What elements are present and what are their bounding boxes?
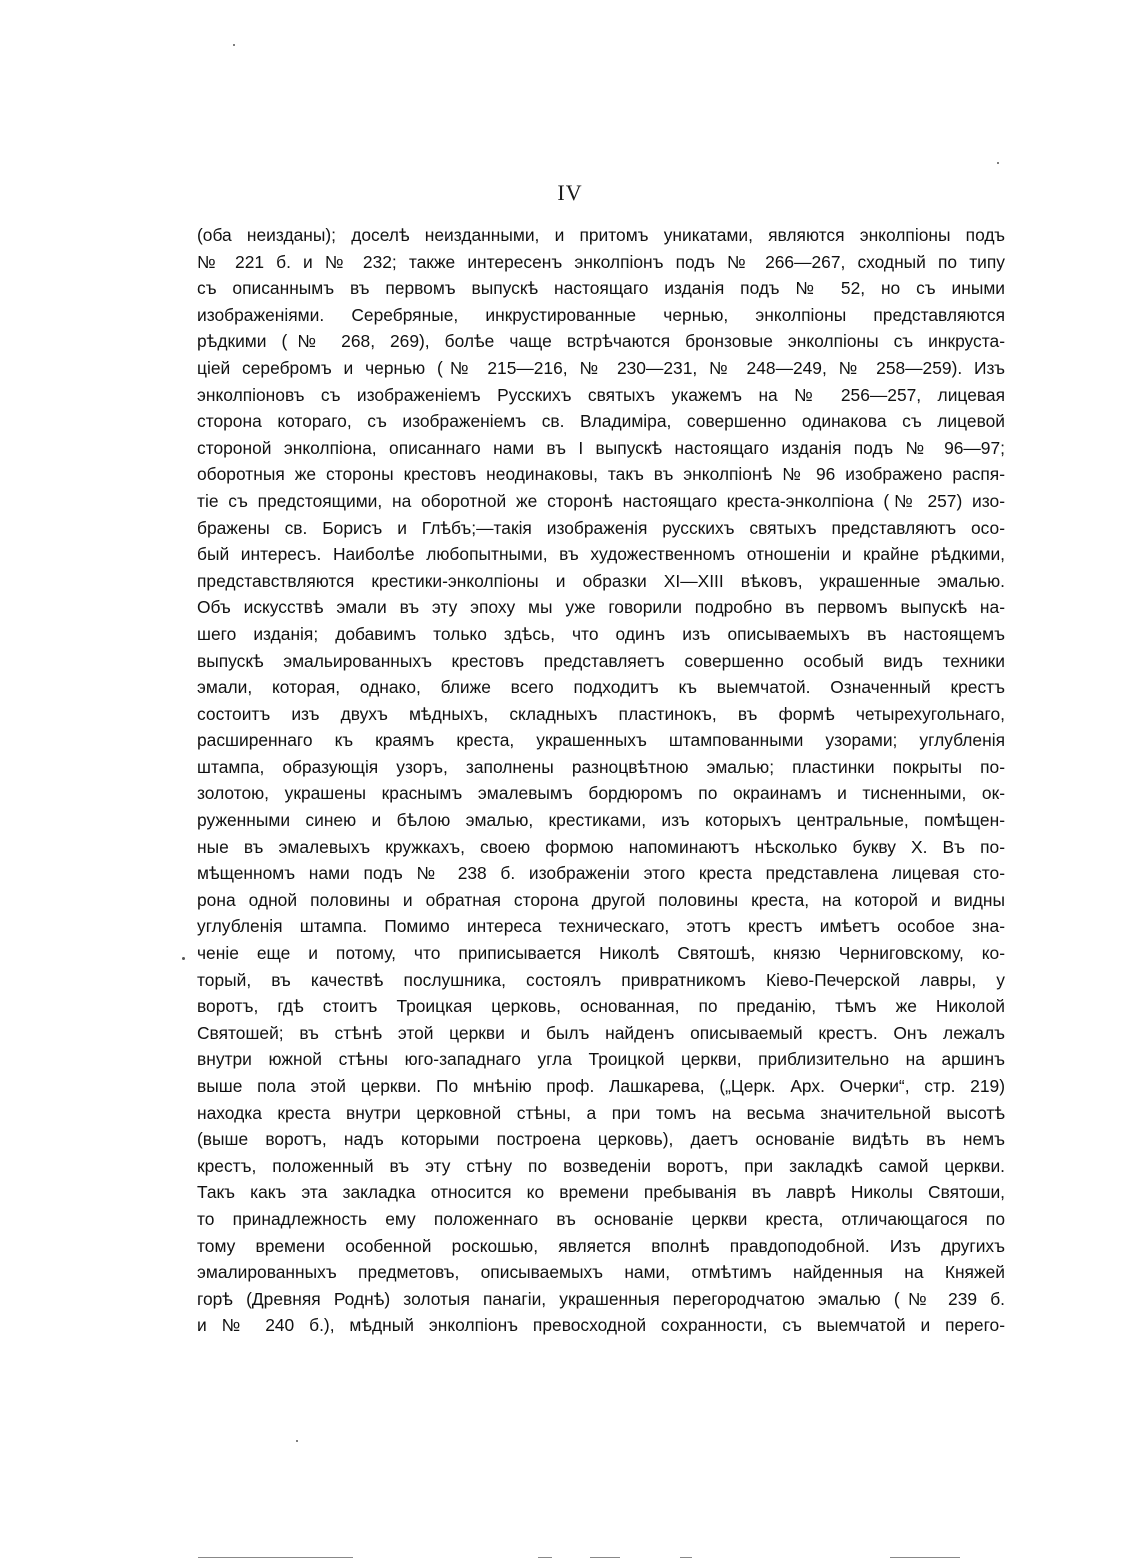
text-line: стороной энколпіона, описаннаго нами въ I выпускѣ настоящаго изданія подъ № 96—97; [197,437,1005,458]
text-line: мѣщенномъ нами подъ № 238 б. изображеніи этого креста представлена лицевая сто- [197,863,1005,884]
scan-speck [296,1440,298,1442]
text-line: руженными синею и бѣлою эмалью, крестиками, изъ которыхъ центральные, помѣщен- [197,810,1005,831]
text-line: штампа, образующія узоръ, заполнены разноцвѣтною эмалью; пластинки покрыты по- [197,756,1005,777]
text-line: (выше воротъ, надъ которыми построена церковь), даетъ основаніе видѣть въ немъ [197,1129,1005,1150]
page-number: IV [557,180,583,205]
text-line: выпускѣ эмальированныхъ крестовъ представляетъ совершенно особый видъ техники [197,650,1005,671]
text-line: внутри южной стѣны юго-западнаго угла Троицкой церкви, приблизительно на аршинъ [197,1049,1005,1070]
text-line: находка креста внутри церковной стѣны, а при томъ на весьма значительной высотѣ [197,1102,1005,1123]
text-line: углубленія штампа. Помимо интереса техническаго, этотъ крестъ имѣетъ особое зна- [197,916,1005,937]
scan-speck [233,44,235,46]
text-line: рона одной половины и обратная сторона другой половины креста, на которой и видны [197,889,1005,910]
text-line: оборотныя же стороны крестовъ неодинаковы, такъ въ энколпіонѣ № 96 изображено распя- [197,464,1005,485]
scan-edge-rule [680,1557,692,1558]
text-line: расширеннаго къ краямъ креста, украшенныхъ штампованными узорами; углубленія [197,730,1005,751]
scan-speck [182,957,185,960]
scan-edge-rule [198,1557,353,1558]
text-line: бый интересъ. Наиболѣе любопытными, въ художественномъ отношеніи и крайне рѣдкими, [197,544,1005,565]
scan-speck [997,162,999,164]
scan-edge-rule [890,1557,960,1558]
text-line: то принадлежность ему положеннаго въ основаніе церкви креста, отличающагося по [197,1208,1005,1229]
text-line: эмалированныхъ предметовъ, описываемыхъ нами, отмѣтимъ найденныя на Княжей [197,1262,1005,1283]
text-line: ные въ эмалевыхъ кружкахъ, своею формою напоминаютъ нѣсколько букву X. Въ по- [197,836,1005,857]
text-line: тому времени особенной роскошью, является вполнѣ правдоподобной. Изъ другихъ [197,1235,1005,1256]
scan-edge-rule [538,1557,552,1558]
text-line: (оба неизданы); доселѣ неизданными, и притомъ уникатами, являются энколпіоны подъ [197,225,1005,245]
text-line: крестъ, положенный въ эту стѣну по возведеніи воротъ, при закладкѣ самой церкви. [197,1155,1005,1176]
text-line: представствляются крестики-энколпіоны и образки XI—XIII вѣковъ, украшенные эмалью. [197,570,1005,591]
text-line: энколпіоновъ съ изображеніемъ Русскихъ святыхъ укажемъ на № 256—257, лицевая [197,384,1005,405]
text-line: бражены св. Борисъ и Глѣбъ;—такія изображенія русскихъ святыхъ представляютъ осо- [197,517,1005,538]
text-line: золотою, украшены краснымъ эмалевымъ бордюромъ по окраинамъ и тисненными, ок- [197,783,1005,804]
text-line: изображеніями. Серебряные, инкрустированные чернью, энколпіоны представляются [197,304,1005,325]
text-line: состоитъ изъ двухъ мѣдныхъ, складныхъ пластинокъ, въ формѣ четырехугольнаго, [197,703,1005,724]
text-line: воротъ, гдѣ стоитъ Троицкая церковь, основанная, по преданію, тѣмъ же Николой [197,996,1005,1017]
scan-edge-rule [590,1557,620,1558]
text-line: Объ искусствѣ эмали въ эту эпоху мы уже говорили подробно въ первомъ выпускѣ на- [197,597,1005,618]
text-line: съ описаннымъ въ первомъ выпускѣ настоящаго изданія подъ № 52, но съ иными [197,278,1005,299]
text-line: торый, въ качествѣ послушника, состоялъ привратникомъ Кіево-Печерской лавры, у [197,969,1005,990]
text-line: ченіе еще и потому, что приписывается Николѣ Святошѣ, князю Черниговскому, ко- [197,943,1005,964]
text-line: рѣдкими (№ 268, 269), болѣе чаще встрѣчаются бронзовые энколпіоны съ инкруста- [197,331,1005,352]
text-line: горѣ (Древняя Роднѣ) золотыя панагіи, украшенныя перегородчатою эмалью (№ 239 б. [197,1288,1005,1309]
text-line: шего изданія; добавимъ только здѣсь, что одинъ изъ описываемыхъ въ настоящемъ [197,623,1005,644]
text-line: тіе съ предстоящими, на оборотной же сторонѣ настоящаго креста-энколпіона (№ 257) изо- [197,490,1005,511]
text-line: ціей серебромъ и чернью (№ 215—216, № 230—231, № 248—249, № 258—259). Изъ [197,357,1005,378]
text-line: сторона котораго, съ изображеніемъ св. Владиміра, совершенно одинакова съ лицевой [197,411,1005,432]
text-line: № 221 б. и № 232; также интересенъ энколпіонъ подъ № 266—267, сходный по типу [197,251,1005,272]
text-line: эмали, которая, однако, ближе всего подходитъ къ выемчатой. Означенный крестъ [197,677,1005,698]
text-line: Такъ какъ эта закладка относится ко времени пребыванія въ лаврѣ Николы Святоши, [197,1182,1005,1203]
text-line: Святошей; въ стѣнѣ этой церкви и былъ найденъ описываемый крестъ. Онъ лежалъ [197,1022,1005,1043]
body-text [197,222,1005,1339]
text-line: и № 240 б.), мѣдный энколпіонъ превосходной сохранности, съ выемчатой и перего- [197,1315,1005,1336]
text-line: выше пола этой церкви. По мнѣнію проф. Лашкарева, („Церк. Арх. Очерки“, стр. 219) [197,1076,1005,1096]
